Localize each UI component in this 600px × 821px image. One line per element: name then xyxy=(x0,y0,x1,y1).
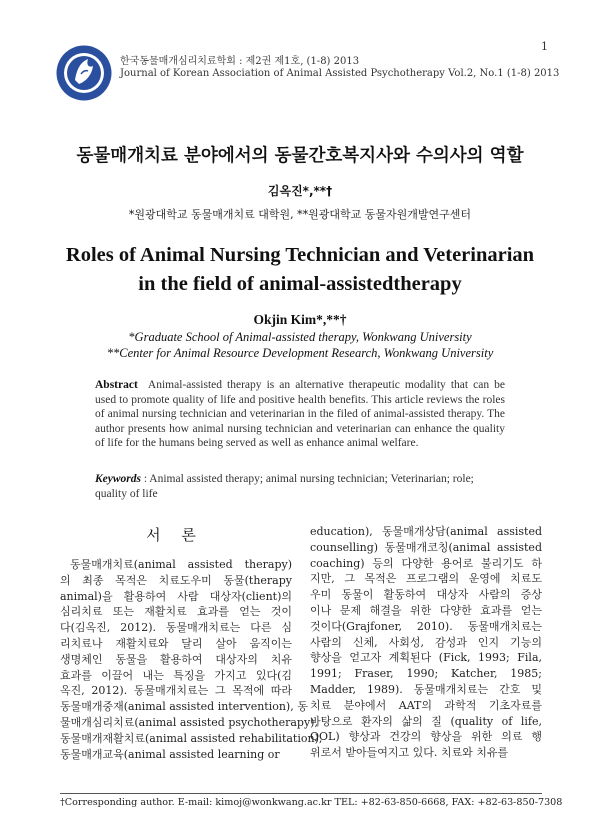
section-heading-introduction: 서 론 xyxy=(146,526,204,544)
body-text-line: coaching) 등의 다양한 용어로 불리기도 하 xyxy=(310,556,542,570)
body-text-line: education), 동물매개상담(animal assisted xyxy=(310,525,542,538)
affiliation-english-2: **Center for Animal Resource Development Research, Wonkwang University xyxy=(106,346,494,360)
keywords-label: Keywords xyxy=(95,473,141,485)
title-english: Roles of Animal Nursing Technician and Veterinarian in the field of animal-assistedtherapy xyxy=(65,244,535,295)
title-korean: 동물매개치료 분야에서의 동물간호복지사와 수의사의 역할 xyxy=(76,146,524,166)
body-text-line: 동물매개교육(animal assisted learning or xyxy=(60,747,280,761)
journal-citation-en: Journal of Korean Association of Animal Assisted Psychotherapy Vol.2, No.1 (1-8) 2013 xyxy=(120,68,560,79)
body-text-line: 옥진, 2012). 동물매개치료는 그 목적에 따라 xyxy=(60,684,292,698)
body-text-line: 동물매개치료(animal assisted therapy) xyxy=(70,558,292,571)
author-korean: 김옥진*,**† xyxy=(267,184,333,198)
body-text-line: 바탕으로 환자의 삶의 질 (quality of life, xyxy=(310,714,542,728)
body-text-line: 생명체인 동물을 활용하여 대상자의 치유 xyxy=(60,652,292,666)
body-text-line: 사람의 신체, 사회성, 감성과 인지 기능의 xyxy=(310,635,542,649)
keywords xyxy=(95,472,505,501)
abstract-label: Abstract xyxy=(95,379,138,391)
body-text-line: 물매개심리치료(animal assisted psychotherapy), xyxy=(60,715,318,729)
keywords-text: : Animal assisted therapy; animal nursing technician; Veterinarian; role; quality of life xyxy=(95,473,474,500)
body-text-line: 리치료나 재활치료와 달리 살아 움직이는 xyxy=(60,636,292,650)
body-text-line: 이나 문제 해결을 위한 다양한 효과를 얻는 xyxy=(310,603,542,617)
body-text-line: 향상을 얻고자 계획된다 (Fick, 1993; Fila, xyxy=(310,651,542,665)
body-text-line: 동물매개재활치료(animal assisted rehabilitation), xyxy=(60,731,323,745)
body-text-line: animal)을 활용하여 사람 대상자(client)의 xyxy=(60,589,292,603)
abstract-text: Animal-assisted therapy is an alternative therapeutic modality that can be used to promote quality of life and positive health benefits. This article reviews the roles of animal nursing technician and veterinarian in the filed of animal-assisted therapy. The author presents how animal nursing technician and veterinarian can enhance the quality of life for the humans being served as well as enhance animal welfare. xyxy=(95,379,505,450)
corresponding-author-footnote: †Corresponding author. E-mail: kimoj@wonkwang.ac.kr TEL: +82-63-850-6668, FAX: +82-63-850-7308 xyxy=(60,797,563,808)
body-text-line: 위로서 받아들여지고 있다. 치료와 치유를 xyxy=(310,746,509,760)
body-column-right xyxy=(310,524,542,761)
body-text-line: Madder, 1989). 동물매개치료는 간호 및 xyxy=(310,682,542,696)
author-english: Okjin Kim*,**† xyxy=(253,312,347,327)
body-text-line: 효과를 이끌어 내는 특징을 가지고 있다(김 xyxy=(60,668,292,682)
body-text-line: 것이다(Grajfoner, 2010). 동물매개치료는 xyxy=(310,619,542,633)
page-number: 1 xyxy=(541,40,548,53)
abstract xyxy=(95,378,505,451)
body-text-line: 지만, 그 목적은 프로그램의 운영에 치료도 xyxy=(310,572,542,586)
footnote-divider xyxy=(60,793,542,794)
body-text-line: counselling) 동물매개코칭(animal assisted xyxy=(310,540,542,554)
body-text-line: 치료 분야에서 AAT의 과학적 기초자료를 xyxy=(310,698,542,712)
body-text-line: 우미 동물이 활동하여 대상자 사람의 증상 xyxy=(310,588,542,602)
affiliation-korean: *원광대학교 동물매개치료 대학원, **원광대학교 동물자원개발연구센터 xyxy=(128,208,472,221)
body-text-line: 다(김옥진, 2012). 동물매개치료는 다른 심 xyxy=(60,621,292,635)
affiliation-english-1: *Graduate School of Animal-assisted therapy, Wonkwang University xyxy=(128,330,472,344)
body-text-line: QOL) 향상과 건강의 향상을 위한 의료 행 xyxy=(310,730,542,744)
body-text-line: 1991; Fraser, 1990; Katcher, 1985; xyxy=(310,667,542,681)
body-column-left xyxy=(60,557,323,762)
journal-citation-ko: 한국동물매개심리치료학회 : 제2권 제1호, (1-8) 2013 xyxy=(120,56,360,67)
body-text-line: 동물매개중재(animal assisted intervention), 동 xyxy=(60,700,308,714)
journal-logo xyxy=(55,44,113,102)
body-text-line: 의 최종 목적은 치료도우미 동물(therapy xyxy=(60,573,292,587)
body-text-line: 심리치료 또는 재활치료 효과를 얻는 것이 xyxy=(60,605,292,619)
